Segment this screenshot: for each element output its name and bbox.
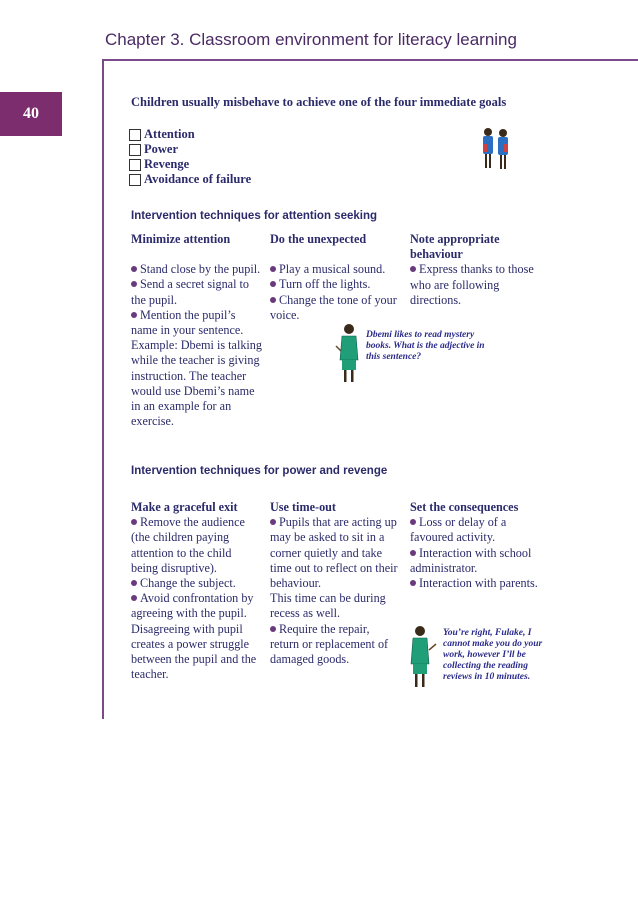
bullet-icon <box>270 281 276 287</box>
bullet-icon <box>131 595 137 601</box>
power-section-heading: Intervention techniques for power and revenge <box>131 465 388 477</box>
bullet-icon <box>131 266 137 272</box>
column-title: Minimize attention <box>131 232 231 246</box>
checkbox-icon <box>129 159 141 171</box>
list-item: Interaction with school administrator. <box>410 545 532 575</box>
list-item: Turn off the lights. <box>270 277 404 292</box>
bullet-icon <box>131 281 137 287</box>
bullet-icon <box>410 550 416 556</box>
column-title: Note appropriate behaviour <box>410 232 500 262</box>
minimize-attention-column <box>131 232 263 429</box>
list-item: Interaction with parents. <box>410 576 540 591</box>
checkbox-icon <box>129 129 141 141</box>
column-title: Do the unexpected <box>270 232 367 246</box>
consequences-column <box>410 500 540 591</box>
bullet-icon <box>131 580 137 586</box>
goal-item: Revenge <box>129 157 251 172</box>
bullet-icon <box>410 266 416 272</box>
speech-bubble: Dbemi likes to read mystery books. What is the adjective in this sentence? <box>366 330 485 362</box>
list-item: Change the subject. <box>131 576 261 591</box>
bullet-icon <box>270 519 276 525</box>
do-the-unexpected-column <box>270 232 404 323</box>
list-item: Change the tone of your voice. <box>270 292 397 322</box>
column-title: Make a graceful exit <box>131 500 238 514</box>
page-number: 40 <box>23 105 39 122</box>
teacher-illustration <box>405 624 437 690</box>
teacher-illustration <box>334 322 364 384</box>
body-text: Disagreeing with pupil creates a power struggle between the pupil and the teacher. <box>131 621 257 682</box>
intro-heading: Children usually misbehave to achieve one of the four immediate goals <box>131 95 507 109</box>
bullet-icon <box>131 519 137 525</box>
goal-item: Attention <box>129 127 251 142</box>
column-title: Use time-out <box>270 500 336 514</box>
children-illustration <box>478 126 514 176</box>
bullet-icon <box>270 266 276 272</box>
bullet-icon <box>410 519 416 525</box>
list-item: Avoid confrontation by agreeing with the pupil. <box>131 591 254 621</box>
list-item: Loss or delay of a favoured activity. <box>410 515 507 545</box>
body-text: This time can be during recess as well. <box>270 591 386 621</box>
checkbox-icon <box>129 174 141 186</box>
list-item: Play a musical sound. <box>270 262 404 277</box>
note-appropriate-behaviour-column <box>410 232 550 308</box>
time-out-column <box>270 500 400 667</box>
attention-section-heading: Intervention techniques for attention seeking <box>131 210 378 222</box>
bullet-icon <box>131 312 137 318</box>
chapter-title: Chapter 3. Classroom environment for literacy learning <box>105 30 517 49</box>
list-item: Express thanks to those who are following directions. <box>410 262 534 307</box>
goal-item: Avoidance of failure <box>129 172 251 187</box>
bullet-icon <box>270 626 276 632</box>
margin-rule <box>102 59 104 719</box>
list-item: Pupils that are acting up may be asked to sit in a corner quietly and take time out to reflect on their behaviour. <box>270 515 398 591</box>
title-rule <box>102 59 638 61</box>
column-title: Set the consequences <box>410 500 519 514</box>
bullet-icon <box>270 297 276 303</box>
list-item: Stand close by the pupil. <box>131 262 263 277</box>
list-item: Send a secret signal to the pupil. <box>131 277 249 307</box>
bullet-icon <box>410 580 416 586</box>
graceful-exit-column <box>131 500 261 682</box>
speech-bubble: You’re right, Fulake, I cannot make you do your work, however I’ll be collecting the reading reviews in 10 minutes. <box>443 628 543 682</box>
list-item: Mention the pupil’s name in your sentence. Example: Dbemi is talking while the teacher is giving instruction. The teacher would use Dbemi’s name in an example for an exercise. <box>131 307 262 429</box>
list-item: Remove the audience (the children paying attention to the child being disruptive). <box>131 515 245 575</box>
page-number-tab <box>0 92 62 136</box>
list-item: Require the repair, return or replacement of damaged goods. <box>270 621 389 667</box>
goals-list <box>129 127 251 187</box>
checkbox-icon <box>129 144 141 156</box>
goal-item: Power <box>129 142 251 157</box>
